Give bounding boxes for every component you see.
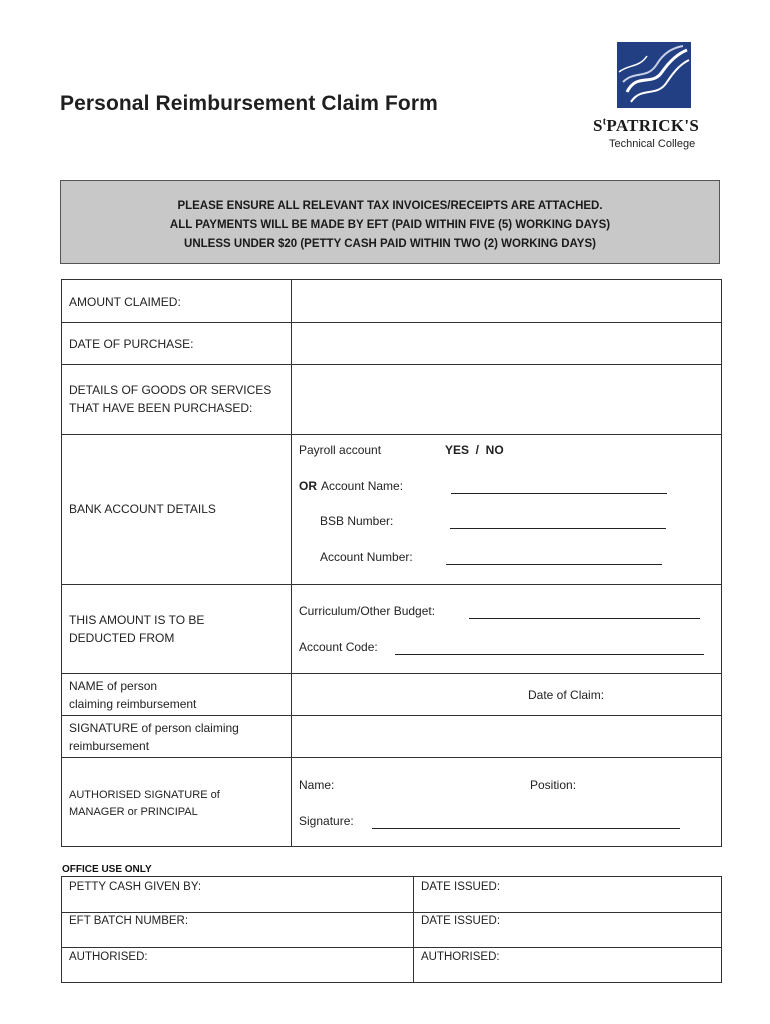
bsb-number-label: BSB Number: xyxy=(320,514,394,528)
date-of-purchase-label: DATE OF PURCHASE: xyxy=(69,337,194,351)
office-use-table xyxy=(61,876,722,983)
signature-label-line-2: reimbursement xyxy=(69,739,150,753)
budget-label: Curriculum/Other Budget: xyxy=(299,604,436,618)
notice-line-3: UNLESS UNDER $20 (PETTY CASH PAID WITHIN TWO (2) WORKING DAYS) xyxy=(184,238,596,250)
name-label-line-2: claiming reimbursement xyxy=(69,697,197,711)
authorised-label-line-1: AUTHORISED SIGNATURE of xyxy=(69,789,220,801)
name-label-line-1: NAME of person xyxy=(69,679,158,693)
amount-claimed-label: AMOUNT CLAIMED: xyxy=(69,295,181,309)
account-number-field[interactable] xyxy=(446,564,662,565)
signature-label-line-1: SIGNATURE of person claiming xyxy=(69,721,239,735)
authorised-label-2: AUTHORISED: xyxy=(421,951,500,963)
office-column-divider xyxy=(413,877,414,982)
deduct-label-line-1: THIS AMOUNT IS TO BE xyxy=(69,613,205,627)
office-use-title: OFFICE USE ONLY xyxy=(62,864,152,875)
date-of-claim-label: Date of Claim: xyxy=(528,688,605,702)
logo-subtitle: Technical College xyxy=(609,138,696,150)
authorised-label-1: AUTHORISED: xyxy=(69,951,148,963)
position-label: Position: xyxy=(530,778,577,792)
bank-account-details-label: BANK ACCOUNT DETAILS xyxy=(69,502,216,516)
budget-field[interactable] xyxy=(469,618,700,619)
college-logo xyxy=(585,36,725,160)
notice-line-2: ALL PAYMENTS WILL BE MADE BY EFT (PAID WITHIN FIVE (5) WORKING DAYS) xyxy=(169,219,611,231)
row-divider xyxy=(62,584,721,585)
manager-signature-field[interactable] xyxy=(372,828,680,829)
payroll-account-label: Payroll account xyxy=(299,443,382,457)
account-name-label: Account Name: xyxy=(321,479,404,493)
eft-batch-label: EFT BATCH NUMBER: xyxy=(69,915,189,927)
manager-name-label: Name: xyxy=(299,778,335,792)
notice-line-1: PLEASE ENSURE ALL RELEVANT TAX INVOICES/RECEIPTS ARE ATTACHED. xyxy=(177,200,603,212)
date-issued-label-2: DATE ISSUED: xyxy=(421,915,501,927)
row-divider xyxy=(62,434,721,435)
account-number-label: Account Number: xyxy=(320,550,413,564)
office-row-divider xyxy=(62,947,721,948)
row-divider xyxy=(62,757,721,758)
details-label-line-2: THAT HAVE BEEN PURCHASED: xyxy=(69,401,253,415)
account-name-field[interactable] xyxy=(451,493,667,494)
manager-signature-label: Signature: xyxy=(299,814,354,828)
deduct-label-line-2: DEDUCTED FROM xyxy=(69,631,175,645)
notice-box xyxy=(60,180,720,264)
row-divider xyxy=(62,364,721,365)
claim-form-table xyxy=(61,279,722,847)
account-code-field[interactable] xyxy=(395,654,704,655)
logo-name: $S^tPATRICK'S$ xyxy=(593,116,700,135)
row-divider xyxy=(62,673,721,674)
yes-no-option[interactable]: YES / NO xyxy=(445,443,504,457)
row-divider xyxy=(62,322,721,323)
details-label-line-1: DETAILS OF GOODS OR SERVICES xyxy=(69,383,272,397)
college-logo-icon xyxy=(617,42,691,108)
or-label: OR xyxy=(299,479,317,493)
petty-cash-label: PETTY CASH GIVEN BY: xyxy=(69,881,202,893)
authorised-label-line-2: MANAGER or PRINCIPAL xyxy=(69,806,198,818)
page-title: Personal Reimbursement Claim Form xyxy=(60,92,438,115)
account-code-label: Account Code: xyxy=(299,640,378,654)
office-row-divider xyxy=(62,912,721,913)
bsb-number-field[interactable] xyxy=(450,528,666,529)
row-divider xyxy=(62,715,721,716)
date-issued-label-1: DATE ISSUED: xyxy=(421,881,501,893)
